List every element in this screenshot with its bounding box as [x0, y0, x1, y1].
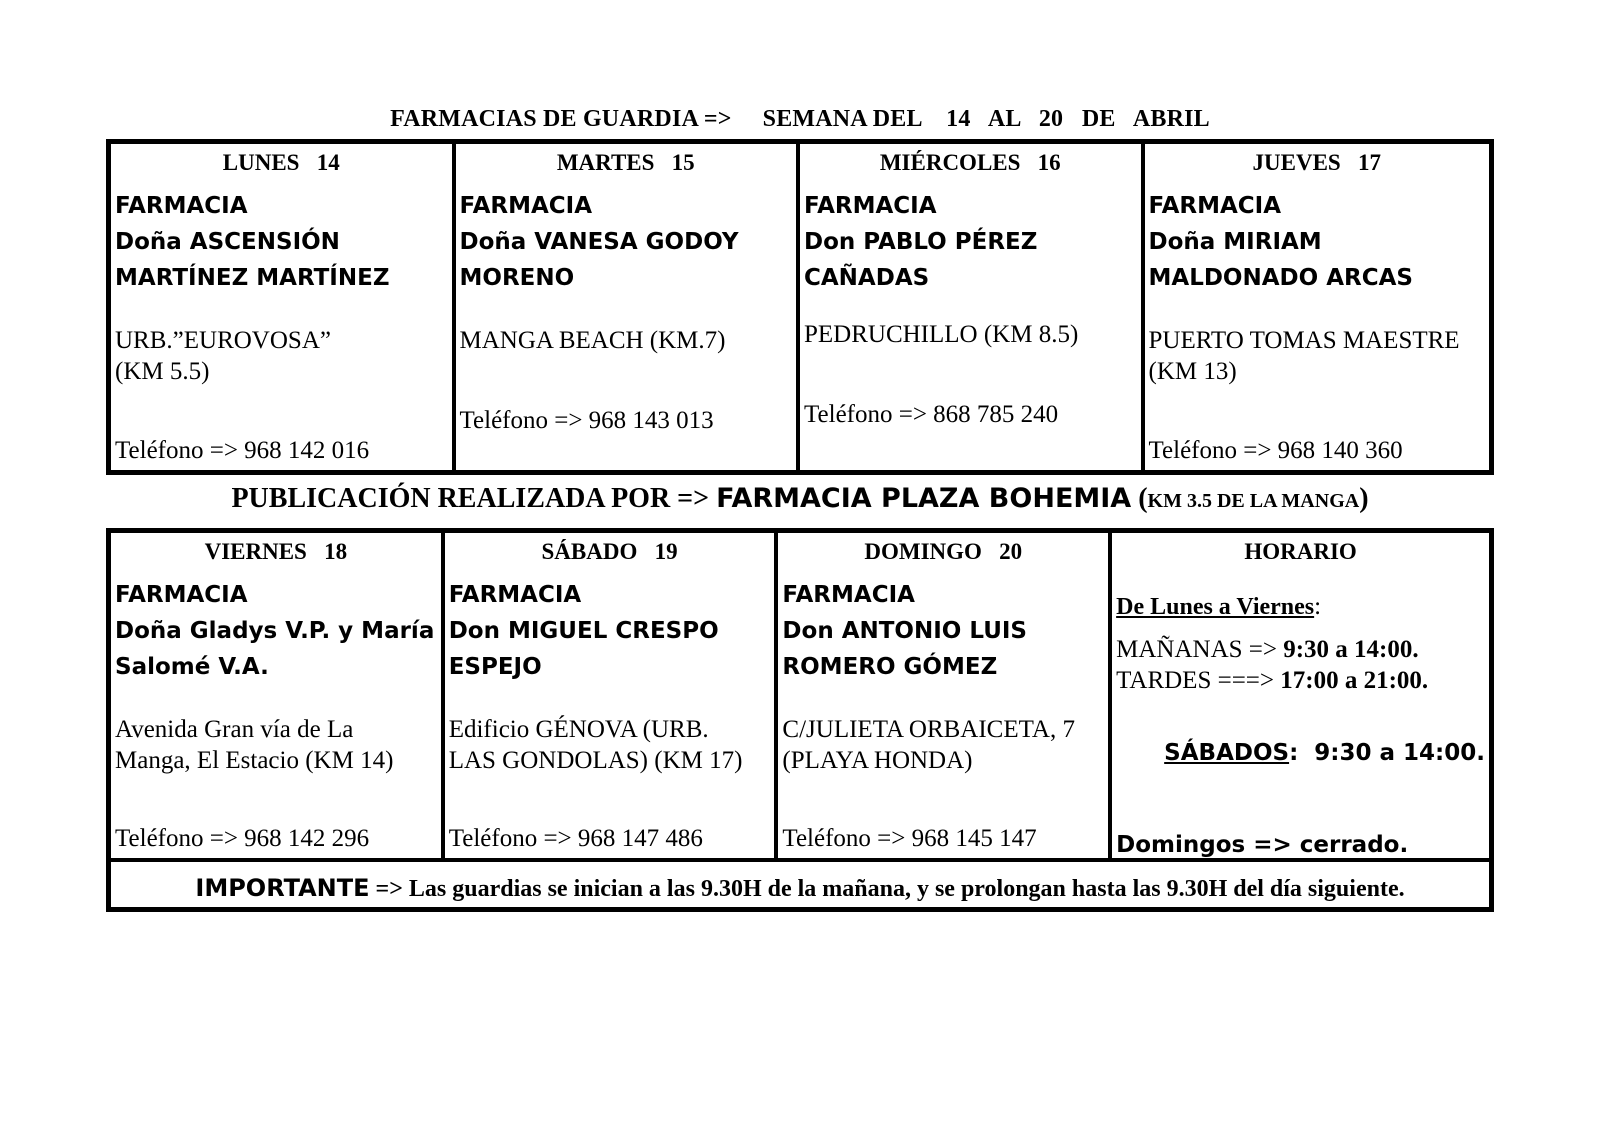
morning-hours: MAÑANAS => 9:30 a 14:00.	[1116, 636, 1419, 663]
pharmacy-address: Edificio GÉNOVA (URB. LAS GONDOLAS) (KM 17)	[448, 716, 743, 774]
day-heading: SÁBADO 19	[541, 539, 678, 564]
pharmacy-address: PEDRUCHILLO (KM 8.5)	[804, 321, 1079, 348]
pharmacy-phone: Teléfono => 968 142 016	[115, 437, 370, 464]
horario-heading: HORARIO	[1244, 539, 1357, 564]
pharmacy-phone: Teléfono => 968 147 486	[448, 825, 703, 852]
day-cell-monday	[111, 144, 456, 470]
title-prefix: FARMACIAS DE GUARDIA =>	[390, 106, 732, 132]
title-week: SEMANA DEL 14 AL 20 DE ABRIL	[762, 106, 1210, 132]
schedule-top-table	[106, 139, 1494, 475]
sunday-hours: Domingos => cerrado.	[1116, 832, 1409, 858]
day-cell-sunday	[778, 533, 1112, 862]
publication-line: PUBLICACIÓN REALIZADA POR => FARMACIA PLAZA BOHEMIA (KM 3.5 DE LA MANGA)	[231, 483, 1369, 514]
pharmacy-phone: Teléfono => 968 143 013	[459, 407, 714, 434]
pharmacy-address: MANGA BEACH (KM.7)	[459, 327, 726, 354]
page-title	[0, 106, 1600, 133]
weekdays-heading: De Lunes a Viernes:	[1116, 593, 1322, 620]
pharmacy-address: URB.”EUROVOSA” (KM 5.5)	[115, 327, 331, 385]
important-label: IMPORTANTE	[195, 874, 370, 902]
important-text: => Las guardias se inician a las 9.30H de la mañana, y se prolongan hasta las 9.30H del día siguiente.	[369, 876, 1405, 902]
day-cell-thursday	[1145, 144, 1490, 470]
pharmacy-name: FARMACIA Doña VANESA GODOY MORENO	[459, 193, 739, 291]
pharmacy-phone: Teléfono => 968 142 296	[115, 825, 370, 852]
pharmacy-address: C/JULIETA ORBAICETA, 7 (PLAYA HONDA)	[782, 716, 1075, 774]
day-cell-wednesday	[800, 144, 1145, 470]
day-cell-friday	[111, 533, 445, 862]
publication-prefix: PUBLICACIÓN REALIZADA POR =>	[231, 483, 710, 514]
day-cell-saturday	[445, 533, 779, 862]
pharmacy-name: FARMACIA Don MIGUEL CRESPO ESPEJO	[448, 582, 719, 680]
day-heading: JUEVES 17	[1252, 150, 1381, 175]
pharmacy-phone: Teléfono => 968 145 147	[782, 825, 1037, 852]
day-heading: MARTES 15	[556, 150, 695, 175]
day-heading: MIÉRCOLES 16	[879, 150, 1061, 175]
pharmacy-name: FARMACIA Doña MIRIAM MALDONADO ARCAS	[1148, 193, 1413, 291]
pharmacy-name: FARMACIA Doña Gladys V.P. y María Salomé V.A.	[115, 582, 435, 680]
pharmacy-name: FARMACIA Don ANTONIO LUIS ROMERO GÓMEZ	[782, 582, 1027, 680]
weekday-hours	[1116, 634, 1485, 696]
afternoon-hours: TARDES ===> 17:00 a 21:00.	[1116, 667, 1429, 694]
day-cell-tuesday	[456, 144, 801, 470]
publication-pharmacy: FARMACIA PLAZA BOHEMIA	[716, 483, 1132, 514]
pharmacy-phone: Teléfono => 968 140 360	[1148, 437, 1403, 464]
publication-location: KM 3.5 DE LA MANGA	[1147, 490, 1360, 512]
schedule-bottom-table	[106, 528, 1494, 912]
pharmacy-address: Avenida Gran vía de La Manga, El Estacio (KM 14)	[115, 716, 394, 774]
important-notice	[111, 862, 1489, 907]
horario-cell	[1112, 533, 1489, 862]
day-heading: VIERNES 18	[204, 539, 348, 564]
saturday-hours: SÁBADOS: 9:30 a 14:00.	[1164, 740, 1485, 766]
pharmacy-name: FARMACIA Doña ASCENSIÓN MARTÍNEZ MARTÍNEZ	[115, 193, 390, 291]
pharmacy-name: FARMACIA Don PABLO PÉREZ CAÑADAS	[804, 193, 1038, 291]
pharmacy-phone: Teléfono => 868 785 240	[804, 401, 1059, 428]
day-heading: LUNES 14	[222, 150, 340, 175]
day-heading: DOMINGO 20	[864, 539, 1023, 564]
pharmacy-address: PUERTO TOMAS MAESTRE (KM 13)	[1148, 327, 1460, 385]
